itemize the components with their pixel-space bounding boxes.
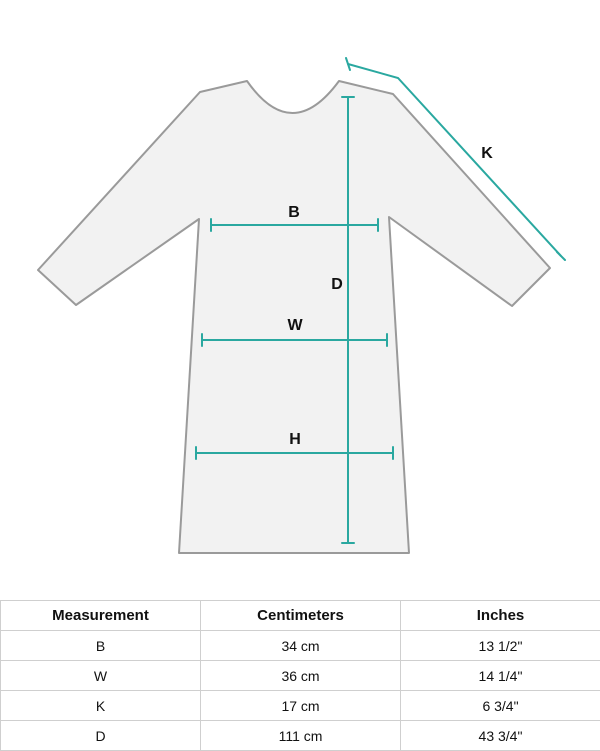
header-inches: Inches	[401, 601, 600, 631]
label-h: H	[289, 431, 301, 448]
table-row	[1, 661, 600, 691]
cell-centimeters: 111 cm	[201, 721, 401, 751]
size-table	[0, 600, 600, 751]
cell-inches: 6 3/4"	[401, 691, 600, 721]
cell-measurement: B	[1, 631, 201, 661]
label-b: B	[288, 204, 300, 221]
cell-inches: 14 1/4"	[401, 661, 600, 691]
cell-centimeters: 17 cm	[201, 691, 401, 721]
header-measurement: Measurement	[1, 601, 201, 631]
cell-inches: 43 3/4"	[401, 721, 600, 751]
label-w: W	[287, 317, 303, 334]
cell-centimeters: 36 cm	[201, 661, 401, 691]
table-row	[1, 691, 600, 721]
cell-inches: 13 1/2"	[401, 631, 600, 661]
table-row	[1, 631, 600, 661]
cell-measurement: D	[1, 721, 201, 751]
label-d: D	[331, 276, 343, 293]
table-row	[1, 721, 600, 751]
cell-measurement: W	[1, 661, 201, 691]
label-k: K	[481, 145, 493, 162]
cell-measurement: K	[1, 691, 201, 721]
cell-centimeters: 34 cm	[201, 631, 401, 661]
header-centimeters: Centimeters	[201, 601, 401, 631]
table-header-row	[1, 601, 600, 631]
